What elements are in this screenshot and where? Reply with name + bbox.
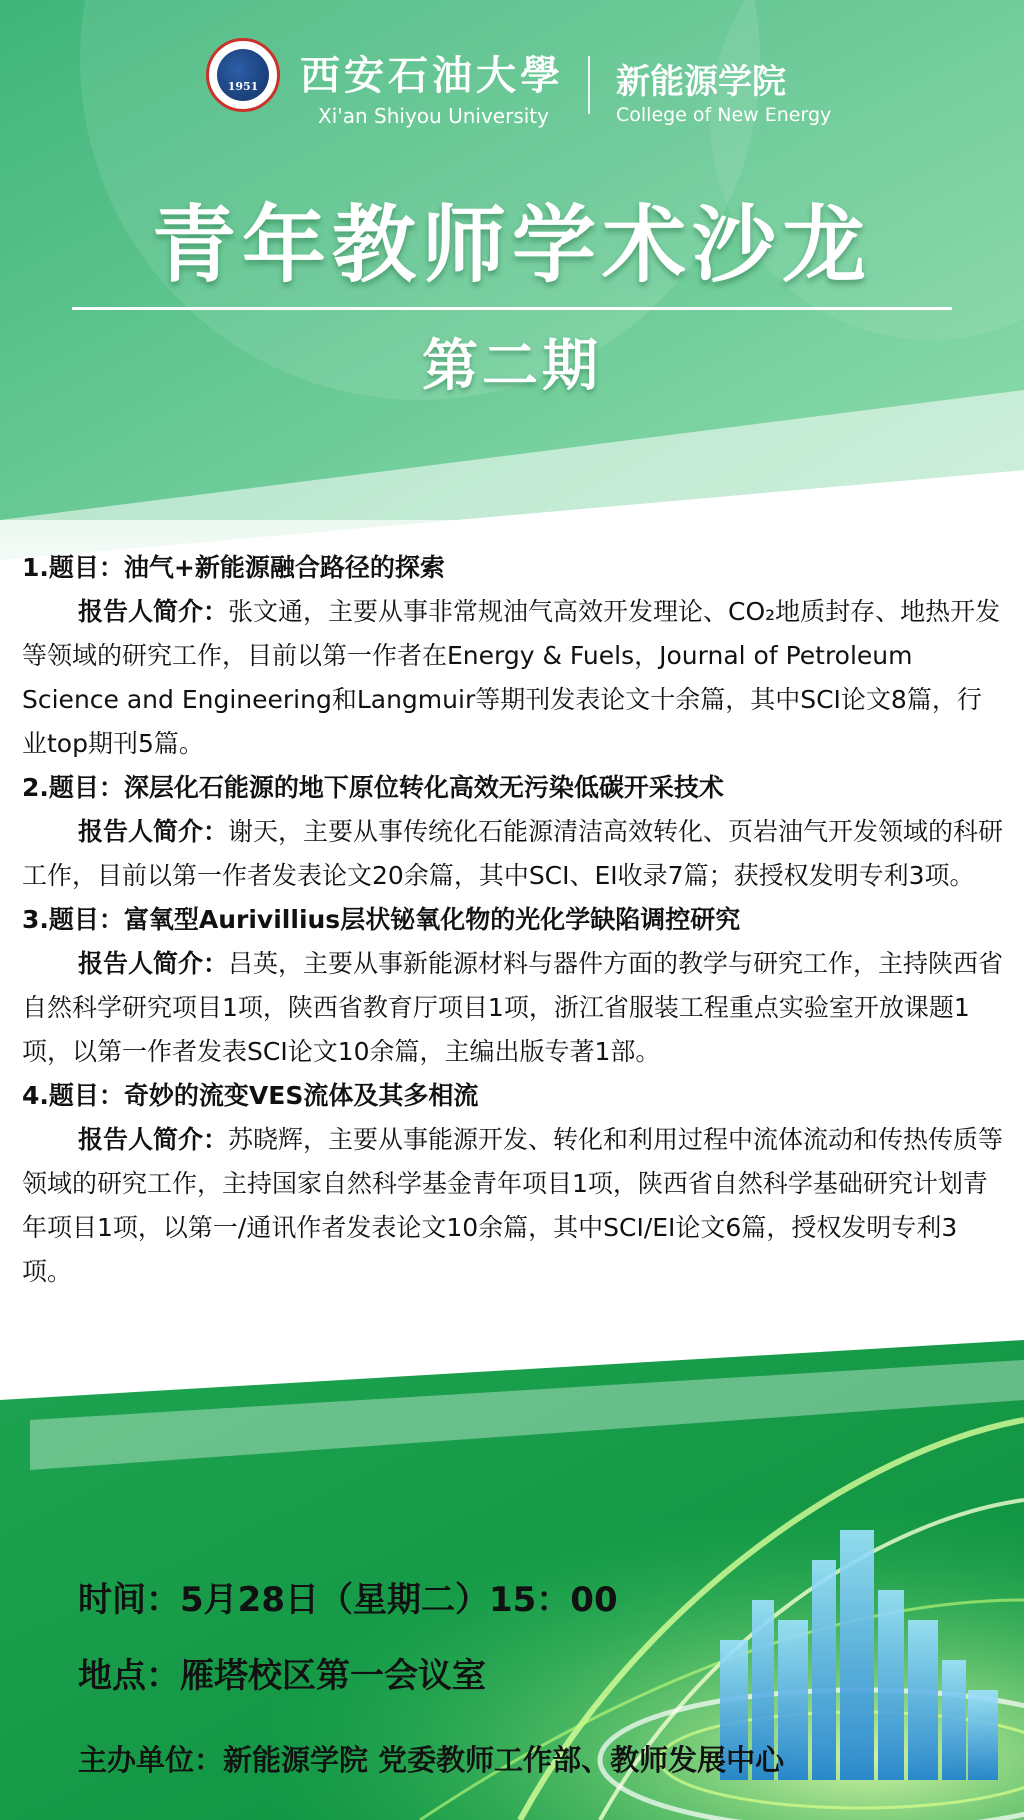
- speaker-bio: [22, 590, 1006, 766]
- event-organizer: 主办单位：新能源学院 党委教师工作部、教师发展中心: [78, 1743, 785, 1777]
- college-name-cn: 新能源学院: [616, 62, 786, 102]
- talk-title: 1.题目：油气+新能源融合路径的探索: [22, 553, 445, 582]
- talk-list: [22, 546, 1006, 1294]
- speaker-bio-label: 报告人简介：: [78, 597, 229, 626]
- talk-title: 3.题目：富氧型Aurivillius层状铋氧化物的光化学缺陷调控研究: [22, 905, 741, 934]
- speaker-bio-label: 报告人简介：: [78, 1125, 229, 1154]
- issue-label: 第二期: [422, 334, 602, 399]
- speaker-bio: [22, 810, 1006, 898]
- poster-title: 青年教师学术沙龙: [151, 196, 872, 294]
- talk-item: [22, 766, 1006, 898]
- title-divider: [72, 307, 952, 310]
- talk-title: 4.题目：奇妙的流变VES流体及其多相流: [22, 1081, 479, 1110]
- speaker-bio-text: 谢天，主要从事传统化石能源清洁高效转化、页岩油气开发领域的科研工作，目前以第一作者发表论文20余篇，其中SCI、EI收录7篇；获授权发明专利3项。: [22, 817, 1004, 890]
- speaker-bio-text: 吕英，主要从事新能源材料与器件方面的教学与研究工作，主持陕西省自然科学研究项目1项，陕西省教育厅项目1项，浙江省服装工程重点实验室开放课题1项，以第一作者发表SCI论文10余篇，主编出版专著1部。: [22, 949, 1004, 1066]
- talk-item: [22, 898, 1006, 1074]
- header-divider: [588, 56, 590, 114]
- event-time: 时间：5月28日（星期二）15：00: [78, 1580, 618, 1620]
- talk-item: [22, 546, 1006, 766]
- logo-year: 1951: [227, 80, 259, 93]
- talk-title: 2.题目：深层化石能源的地下原位转化高效无污染低碳开采技术: [22, 773, 724, 802]
- university-name-en: Xi'an Shiyou University: [318, 104, 549, 128]
- talk-item: [22, 1074, 1006, 1294]
- speaker-bio-label: 报告人简介：: [78, 817, 229, 846]
- speaker-bio-text: 张文通，主要从事非常规油气高效开发理论、CO₂地质封存、地热开发等领域的研究工作，目前以第一作者在Energy & Fuels，Journal of Petroleum Science and Engineering和Langmuir等期刊发表论文十余篇，其中SCI论文8篇，行业top期刊5篇。: [22, 597, 1001, 758]
- speaker-bio: [22, 1118, 1006, 1294]
- university-logo: [206, 38, 280, 112]
- university-name-cn: 西安石油大學: [300, 52, 564, 99]
- speaker-bio: [22, 942, 1006, 1074]
- speaker-bio-text: 苏晓辉，主要从事能源开发、转化和利用过程中流体流动和传热传质等领域的研究工作，主持国家自然科学基金青年项目1项，陕西省自然科学基础研究计划青年项目1项，以第一/通讯作者发表论文10余篇，其中SCI/EI论文6篇，授权发明专利3项。: [22, 1125, 1004, 1286]
- logo-emblem: [217, 49, 269, 101]
- event-location: 地点：雁塔校区第一会议室: [78, 1656, 486, 1696]
- college-name-en: College of New Energy: [616, 104, 832, 126]
- speaker-bio-label: 报告人简介：: [78, 949, 229, 978]
